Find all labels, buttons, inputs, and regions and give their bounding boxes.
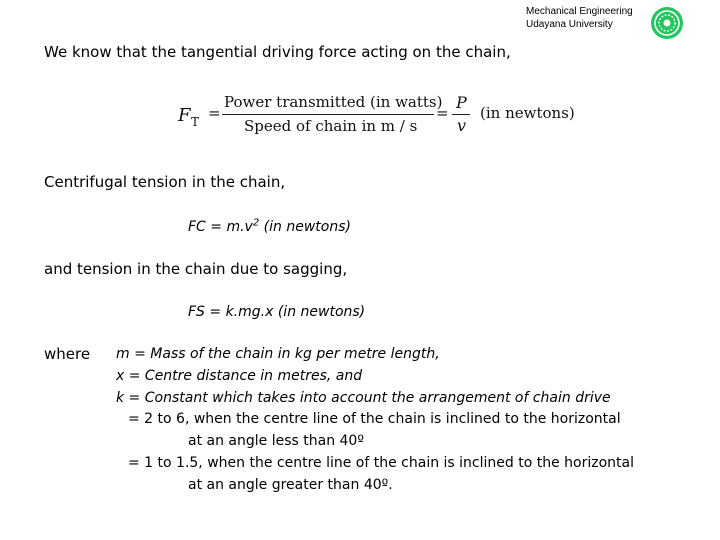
centrifugal-label: Centrifugal tension in the chain, [44,173,286,191]
formula-numerator: Power transmitted (in watts) [224,93,443,111]
formula-fraction-bar [222,114,434,115]
where-m: m = Mass of the chain in kg per metre length, [116,346,440,362]
formula-equals-1: = [208,104,221,122]
formula-equals-2: = [436,104,449,122]
tangential-force-formula [178,92,578,140]
header-university: Udayana University [526,19,613,30]
university-seal-icon [650,6,684,40]
formula-denominator: Speed of chain in m / s [244,117,418,135]
sagging-label: and tension in the chain due to sagging, [44,260,348,278]
where-k-range-1-cont: at an angle less than 40º [188,433,364,449]
formula-lhs-subscript: T [191,115,200,129]
where-k-range-2: = 1 to 1.5, when the centre line of the chain is inclined to the horizontal [128,455,634,471]
fc-formula-post: (in newtons) [259,219,351,235]
fc-formula-exponent: 2 [252,217,260,229]
fc-formula [188,217,351,237]
where-k: k = Constant which takes into account the arrangement of chain drive [116,390,611,406]
formula-numerator-p: P [456,93,467,112]
where-x: x = Centre distance in metres, and [116,368,363,384]
where-k-range-1: = 2 to 6, when the centre line of the chain is inclined to the horizontal [128,411,621,427]
formula-unit: (in newtons) [480,104,575,122]
header-department: Mechanical Engineering [526,6,633,17]
where-label: where [44,345,91,363]
formula-lhs-symbol: F [178,105,191,126]
fc-formula-pre: FC = m.v [188,219,253,235]
formula-fraction-bar-2 [452,114,470,115]
formula-denominator-v: v [457,116,467,135]
fs-formula: FS = k.mg.x (in newtons) [188,304,366,320]
where-k-range-2-cont: at an angle greater than 40º. [188,477,393,493]
intro-text: We know that the tangential driving force acting on the chain, [44,43,511,61]
